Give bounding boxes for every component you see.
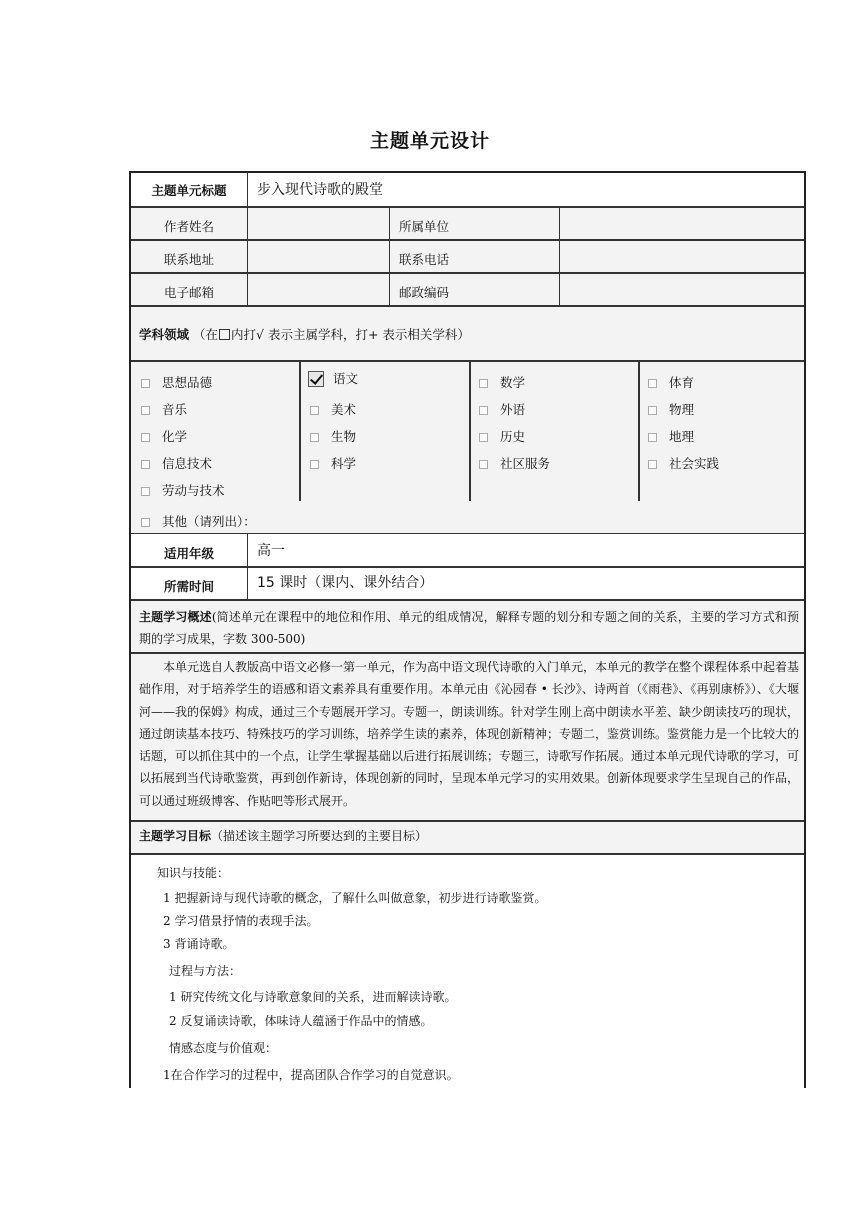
subject-item-math[interactable]: 数学 <box>479 373 525 391</box>
subject-header-note-c: 表示主属学科，打+ 表示相关学科） <box>264 327 470 342</box>
checkbox-icon[interactable] <box>648 406 657 415</box>
subject-item-pe[interactable]: 体育 <box>648 373 694 391</box>
goals-note: （描述该主题学习所要达到的主要目标） <box>211 829 428 843</box>
subject-item-physics[interactable]: 物理 <box>648 400 694 418</box>
unit-title-label: 主题单元标题 <box>151 183 227 198</box>
process-item-2: 2 反复诵读诗歌，体味诗人蕴涵于作品中的情感。 <box>169 1014 433 1028</box>
checkbox-icon[interactable] <box>141 406 150 415</box>
phone-label: 联系电话 <box>399 252 450 267</box>
subject-item-social-practice[interactable]: 社会实践 <box>648 454 719 472</box>
grade-label: 适用年级 <box>163 546 214 561</box>
subject-item-art[interactable]: 美术 <box>310 400 356 418</box>
subject-item-foreign-lang[interactable]: 外语 <box>479 400 525 418</box>
subject-item-chemistry[interactable]: 化学 <box>141 427 187 445</box>
overview-note: (简述单元在课程中的地位和作用、单元的组成情况，解释专题的划分和专题之间的关系，主要的学习方式和预期的学习成果，字数 300-500) <box>139 610 799 646</box>
time-value: 15 课时（课内、课外结合） <box>257 575 434 591</box>
address-label: 联系地址 <box>163 252 214 267</box>
checkbox-icon[interactable] <box>648 379 657 388</box>
grade-value: 高一 <box>257 543 285 559</box>
checkbox-icon[interactable] <box>141 487 150 496</box>
checkbox-icon[interactable] <box>310 460 319 469</box>
emotion-heading: 情感态度与价值观： <box>169 1041 278 1055</box>
subject-item-science[interactable]: 科学 <box>310 454 356 472</box>
subject-header-note-b: 内打 <box>231 327 257 342</box>
check-mark-icon: √ <box>256 327 264 342</box>
checkbox-icon[interactable] <box>479 406 488 415</box>
knowledge-item-2: 2 学习借景抒情的表现手法。 <box>163 914 319 928</box>
org-label: 所属单位 <box>399 219 450 234</box>
document-title: 主题单元设计 <box>369 130 490 152</box>
checkbox-icon[interactable] <box>141 379 150 388</box>
goals-label: 主题学习目标 <box>139 829 212 843</box>
emotion-item-1: 1在合作学习的过程中，提高团队合作学习的自觉意识。 <box>163 1068 459 1082</box>
overview-label: 主题学习概述 <box>139 610 212 624</box>
unit-design-table <box>129 171 806 1088</box>
overview-body: 本单元选自人教版高中语文必修一第一单元，作为高中语文现代诗歌的入门单元，本单元的教学在整个课程体系中起着基础作用，对于培养学生的语感和语文素养具有重要作用。本单元由《沁园春 • 长沙》、诗两首（《雨巷》、《再别康桥》）、《大堰河——我的保姆》构成，通过三个专题展开学习。专题一，朗读训练。针对学生刚上高中朗读水平差、缺少朗读技巧的现状，通过朗读基本技巧、特殊技巧的学习训练，培养学生读的素养，体现创新精神；专题二，鉴赏训练。鉴赏能力是一个比较大的话题，可以抓住其中的一个点，让学生掌握基础以后进行拓展训练；专题三，诗歌写作拓展。通过本单元现代诗歌的学习，可以拓展到当代诗歌鉴赏，再到创作新诗，体现创新的同时，呈现本单元学习的实用效果。创新体现要求学生呈现自己的作品，可以通过班级博客、作贴吧等形式展开。 <box>139 660 800 808</box>
subject-item-community[interactable]: 社区服务 <box>479 454 550 472</box>
subject-item-geography[interactable]: 地理 <box>648 427 694 445</box>
knowledge-item-1: 1 把握新诗与现代诗歌的概念，了解什么叫做意象，初步进行诗歌鉴赏。 <box>163 891 547 905</box>
knowledge-heading: 知识与技能： <box>157 866 230 880</box>
subject-item-other[interactable]: 其他（请列出）： <box>141 512 256 530</box>
process-item-1: 1 研究传统文化与诗歌意象间的关系，进而解读诗歌。 <box>169 990 457 1004</box>
subject-item-history[interactable]: 历史 <box>479 427 525 445</box>
checkbox-icon[interactable] <box>648 460 657 469</box>
time-label: 所需时间 <box>163 579 214 594</box>
subject-item-labor[interactable]: 劳动与技术 <box>141 481 225 499</box>
checkbox-icon[interactable] <box>479 433 488 442</box>
checkbox-icon[interactable] <box>648 433 657 442</box>
author-label: 作者姓名 <box>163 219 214 234</box>
checkbox-icon[interactable] <box>141 433 150 442</box>
subject-item-biology[interactable]: 生物 <box>310 427 356 445</box>
subject-item-chinese[interactable]: 语文 <box>308 369 358 387</box>
goals-header <box>139 829 427 843</box>
checkbox-icon[interactable] <box>141 460 150 469</box>
subject-item-moral[interactable]: 思想品德 <box>141 373 212 391</box>
subject-header-label: 学科领域 <box>139 327 190 342</box>
knowledge-item-3: 3 背诵诗歌。 <box>163 937 235 951</box>
checkbox-icon[interactable] <box>141 518 150 527</box>
email-label: 电子邮箱 <box>163 285 214 300</box>
process-heading: 过程与方法： <box>169 964 242 978</box>
subject-header <box>139 327 470 342</box>
overview-header <box>139 606 799 650</box>
checkbox-sample-icon <box>219 329 230 340</box>
subject-item-it[interactable]: 信息技术 <box>141 454 212 472</box>
checkbox-icon[interactable] <box>479 379 488 388</box>
unit-title-value: 步入现代诗歌的殿堂 <box>257 182 383 198</box>
checkbox-icon[interactable] <box>310 433 319 442</box>
checkbox-icon[interactable] <box>479 460 488 469</box>
zip-label: 邮政编码 <box>399 285 450 300</box>
checkbox-icon[interactable] <box>310 406 319 415</box>
subject-header-note-a: （在 <box>193 327 219 342</box>
subject-item-music[interactable]: 音乐 <box>141 400 187 418</box>
checked-checkbox-icon[interactable] <box>308 371 324 387</box>
